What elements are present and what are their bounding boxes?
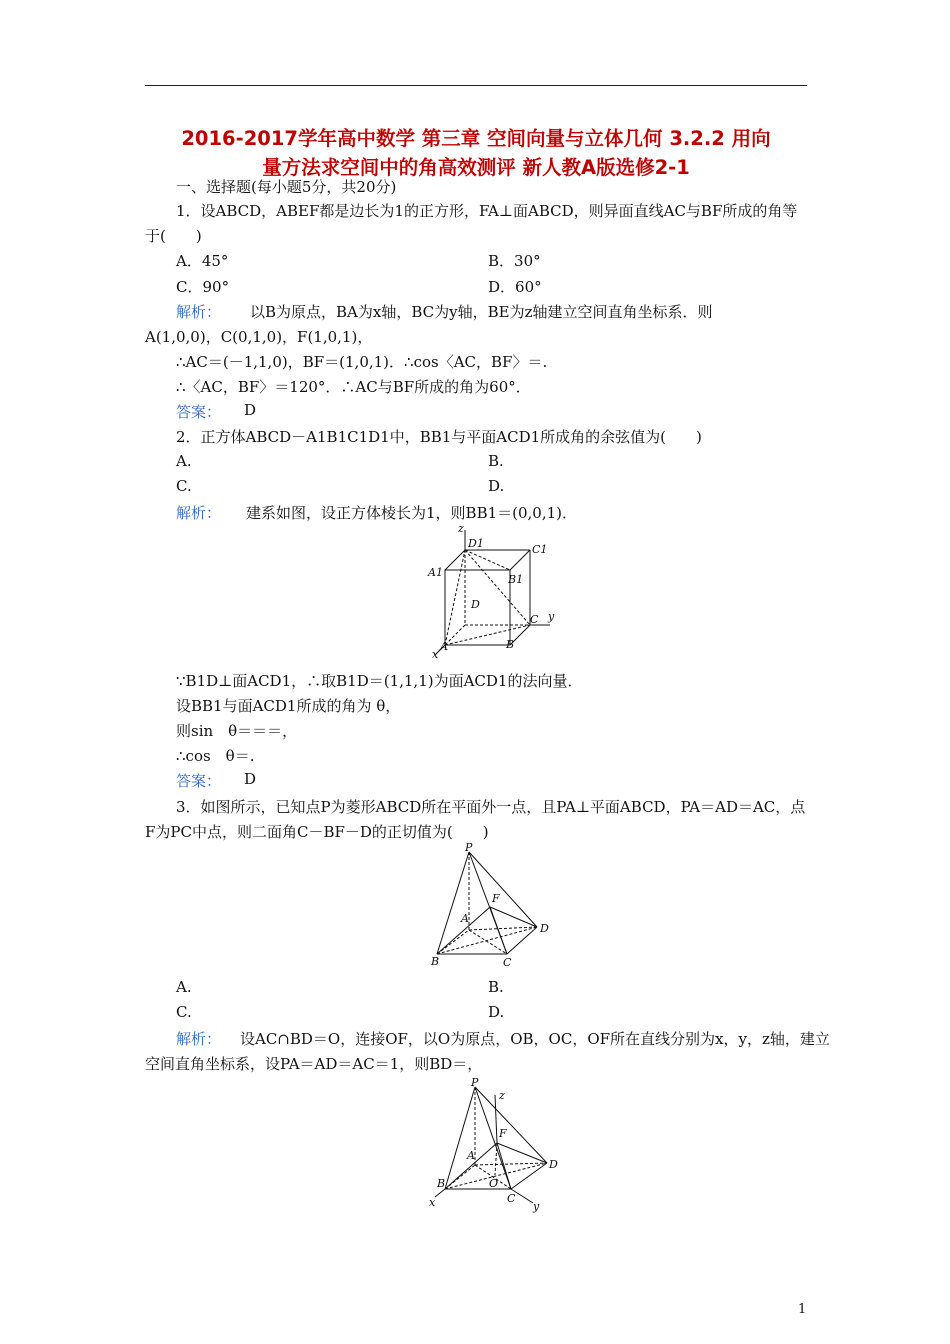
- pyramid-label-b: B: [431, 955, 440, 968]
- q1-option-b: B．30°: [488, 252, 541, 270]
- q2-option-c: C.: [176, 477, 192, 495]
- q1-solution-line1: 以B为原点，BA为x轴，BC为y轴，BE为z轴建立空间直角坐标系．则: [250, 303, 713, 321]
- cube-label-c: C: [530, 613, 539, 626]
- q2-solution-line3: 设BB1与面ACD1所成的角为 θ，: [176, 697, 401, 715]
- q1-answer-label: 答案：: [176, 403, 222, 421]
- q3-option-b: B.: [488, 978, 504, 996]
- coord-label-b: B: [437, 1177, 446, 1190]
- header-rule: [145, 85, 807, 86]
- q2-option-a: A.: [176, 452, 192, 470]
- coord-label-x: x: [429, 1196, 436, 1209]
- coord-label-c: C: [507, 1192, 516, 1205]
- q3-solution-line1: 设AC∩BD＝O，连接OF，以O为原点，OB，OC，OF所在直线分别为x，y，z轴，建立: [240, 1030, 830, 1048]
- q2-analysis-label: 解析：: [176, 504, 222, 522]
- q1-analysis-label: 解析：: [176, 303, 222, 321]
- q1-option-a: A．45°: [176, 252, 229, 270]
- q2-answer: D: [244, 770, 257, 788]
- q2-answer-label: 答案：: [176, 772, 222, 790]
- q1-solution-line2: A(1,0,0)，C(0,1,0)，F(1,0,1)，: [145, 328, 373, 346]
- cube-label-d1: D1: [468, 537, 484, 550]
- q3-option-d: D.: [488, 1003, 505, 1021]
- pyramid-label-p: P: [465, 842, 473, 854]
- cube-label-b1: B1: [508, 573, 524, 586]
- page-number: 1: [798, 1302, 807, 1317]
- q2-option-b: B.: [488, 452, 504, 470]
- section-heading: 一、选择题(每小题5分，共20分): [176, 178, 397, 196]
- q1-answer: D: [244, 401, 257, 419]
- coord-label-z: z: [499, 1089, 505, 1102]
- pyramid-label-c: C: [503, 956, 512, 969]
- doc-title-line2: 量方法求空间中的角高效测评 新人教A版选修2-1: [262, 156, 690, 179]
- cube-figure: [420, 520, 570, 660]
- pyramid-label-f: F: [492, 892, 500, 905]
- coord-label-d: D: [549, 1158, 558, 1171]
- pyramid-coord-figure: [425, 1075, 565, 1215]
- cube-label-a1: A1: [428, 566, 443, 579]
- q2-solution-line1: 建系如图，设正方体棱长为1，则BB1＝(0,0,1)．: [246, 504, 578, 522]
- q2-solution-line4: 则sin θ＝＝＝，: [176, 722, 298, 740]
- cube-label-y: y: [548, 610, 555, 623]
- q3-analysis-label: 解析：: [176, 1030, 222, 1048]
- q2-solution-line5: ∴cos θ＝.: [176, 747, 255, 765]
- q3-solution-line2: 空间直角坐标系，设PA＝AD＝AC＝1，则BD＝，: [145, 1055, 483, 1073]
- q1-option-c: C．90°: [176, 278, 230, 296]
- q1-solution-line4: ∴〈AC，BF〉＝120°．∴AC与BF所成的角为60°．: [176, 378, 531, 396]
- cube-label-a: A: [440, 640, 448, 653]
- cube-label-z: z: [458, 522, 464, 535]
- q3-stem-line1: 3．如图所示，已知点P为菱形ABCD所在平面外一点，且PA⊥平面ABCD，PA＝AD＝AC，点: [176, 798, 806, 816]
- q1-solution-line3: ∴AC＝(－1,1,0)，BF＝(1,0,1)．∴cos〈AC，BF〉＝.: [176, 353, 548, 371]
- q1-stem-line1: 1．设ABCD，ABEF都是边长为1的正方形，FA⊥面ABCD，则异面直线AC与BF所成的角等: [176, 202, 798, 220]
- pyramid-label-d: D: [540, 922, 549, 935]
- cube-label-b: B: [506, 638, 515, 651]
- coord-label-p: P: [471, 1076, 479, 1089]
- cube-label-x: x: [432, 648, 439, 660]
- pyramid-label-a: A: [461, 912, 469, 925]
- coord-label-o: O: [489, 1177, 499, 1190]
- q2-option-d: D.: [488, 477, 505, 495]
- coord-label-a: A: [467, 1149, 475, 1162]
- doc-title-line1: 2016-2017学年高中数学 第三章 空间向量与立体几何 3.2.2 用向: [181, 127, 771, 150]
- coord-label-f: F: [499, 1127, 507, 1140]
- q2-solution-line2: ∵B1D⊥面ACD1，∴取B1D＝(1,1,1)为面ACD1的法向量．: [176, 672, 583, 690]
- pyramid-figure: [425, 842, 560, 972]
- q1-option-d: D．60°: [488, 278, 542, 296]
- q3-stem-line2: F为PC中点，则二面角C－BF－D的正切值为( ): [145, 823, 489, 841]
- cube-label-d: D: [471, 598, 480, 611]
- q2-stem: 2．正方体ABCD－A1B1C1D1中，BB1与平面ACD1所成角的余弦值为( ): [176, 428, 702, 446]
- cube-label-c1: C1: [532, 543, 548, 556]
- q3-option-a: A.: [176, 978, 192, 996]
- q1-stem-line2: 于( ): [145, 227, 202, 245]
- coord-label-y: y: [533, 1200, 540, 1213]
- q3-option-c: C.: [176, 1003, 192, 1021]
